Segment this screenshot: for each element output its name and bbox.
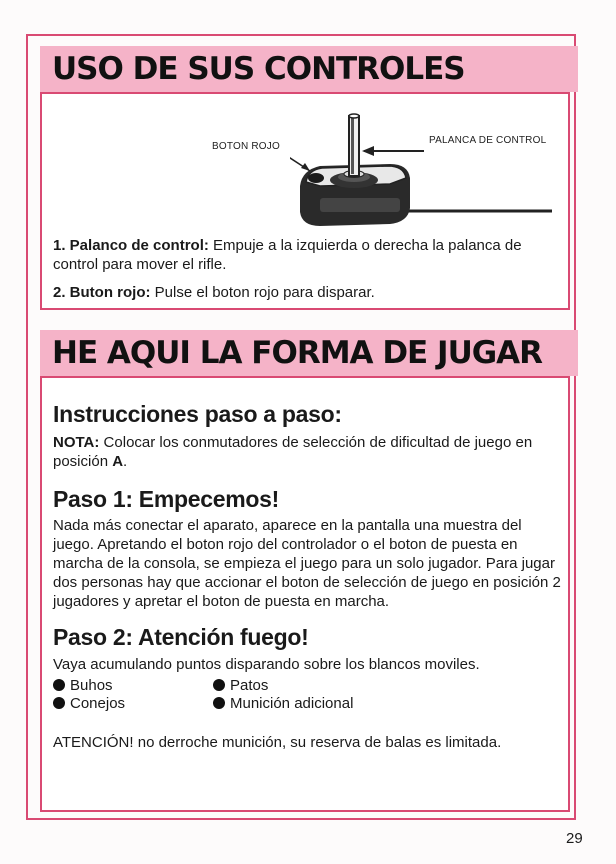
control-item-1-text: Empuje a la izquierda o derecha la palanca de control para mover el rifle. [53, 237, 522, 273]
step2-text: Vaya acumulando puntos disparando sobre los blancos moviles. [53, 656, 480, 673]
page-number: 29 [566, 830, 583, 847]
target-municion: Munición adicional [230, 695, 354, 712]
warning-text: ATENCIÓN! no derroche munición, su reserva de balas es limitada. [53, 734, 502, 751]
list-item [53, 695, 125, 713]
bullet-icon [53, 697, 65, 709]
section-title-how-to-play: HE AQUI LA FORMA DE JUGAR [40, 330, 578, 376]
note-paragraph [53, 433, 563, 471]
note-text: Colocar los conmutadores de selección de dificultad de juego en posición [53, 434, 533, 470]
control-item-2-text: Pulse el boton rojo para disparar. [150, 284, 375, 301]
bullet-icon [53, 679, 65, 691]
step1-heading: Paso 1: Empecemos! [53, 486, 279, 512]
list-item [53, 677, 113, 695]
joystick-illustration [290, 108, 570, 238]
bullet-icon [213, 679, 225, 691]
label-red-button: BOTON ROJO [212, 141, 280, 152]
control-item-1 [53, 236, 563, 274]
target-buhos: Buhos [70, 677, 113, 694]
list-item [213, 677, 268, 695]
control-item-2-label: 2. Buton rojo: [53, 284, 151, 301]
bullet-icon [213, 697, 225, 709]
label-control-stick: PALANCA DE CONTROL [429, 135, 547, 146]
note-position: A [112, 453, 124, 470]
instructions-heading: Instrucciones paso a paso: [53, 401, 342, 427]
target-conejos: Conejos [70, 695, 126, 712]
step2-heading: Paso 2: Atención fuego! [53, 624, 309, 650]
section-title-controls: USO DE SUS CONTROLES [40, 46, 578, 92]
note-label: NOTA: [53, 434, 100, 451]
control-item-2 [53, 283, 563, 302]
list-item [213, 695, 353, 713]
control-item-1-label: 1. Palanco de control: [53, 237, 209, 254]
target-patos: Patos [230, 677, 269, 694]
step1-text: Nada más conectar el aparato, aparece en la pantalla una muestra del juego. Apretando el boton rojo del controlador o el boton de puesta en marcha de la consola, se empieza el juego para un solo jugador. Para jugar dos personas hay que accionar el boton de selección de juego en posición 2 jugadores y apretar el boton de puesta en marcha. [53, 517, 561, 610]
note-end: . [123, 453, 128, 470]
targets-list [53, 677, 453, 717]
